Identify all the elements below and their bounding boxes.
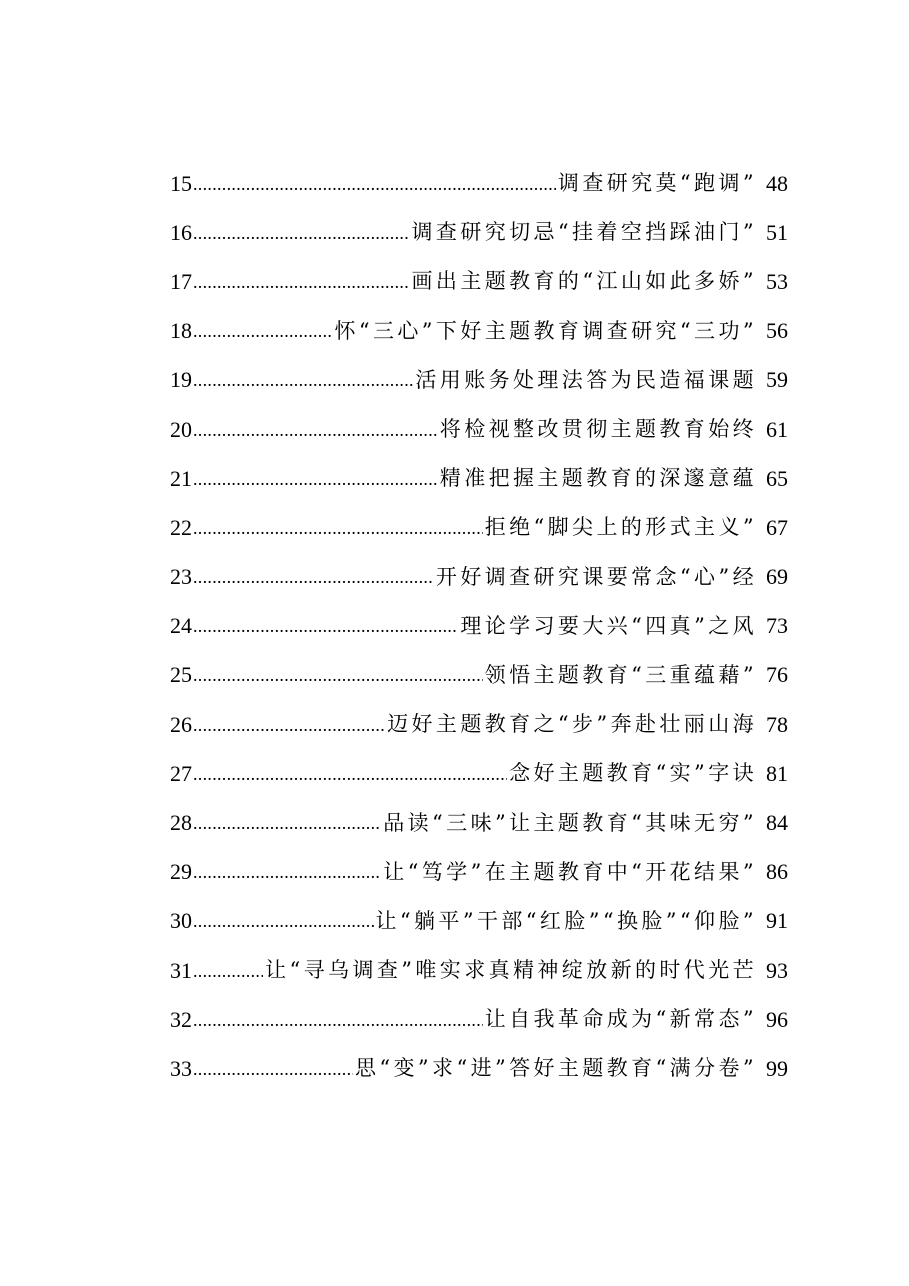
entry-page-number: 93 bbox=[766, 957, 788, 983]
entry-page-number: 86 bbox=[766, 859, 788, 885]
toc-entry[interactable] bbox=[170, 208, 788, 257]
entry-number: 27 bbox=[170, 760, 192, 786]
entry-number: 16 bbox=[170, 219, 192, 245]
entry-page-number: 56 bbox=[766, 318, 788, 344]
entry-title: 念好主题教育“实”字诀 bbox=[509, 761, 757, 786]
entry-number: 17 bbox=[170, 268, 192, 294]
toc-entry[interactable] bbox=[170, 651, 788, 700]
dot-leader bbox=[193, 861, 381, 883]
entry-title: 品读“三味”让主题教育“其味无穷” bbox=[383, 810, 757, 835]
entry-number: 32 bbox=[170, 1006, 192, 1032]
entry-title: 调查研究莫“跑调” bbox=[557, 171, 757, 196]
entry-page-number: 78 bbox=[766, 711, 788, 737]
entry-number: 26 bbox=[170, 711, 192, 737]
entry-number: 23 bbox=[170, 564, 192, 590]
dot-leader bbox=[193, 173, 556, 195]
toc-entry[interactable] bbox=[170, 848, 788, 897]
entry-page-number: 91 bbox=[766, 908, 788, 934]
toc-entry[interactable] bbox=[170, 798, 788, 847]
toc-entry[interactable] bbox=[170, 700, 788, 749]
dot-leader bbox=[193, 910, 374, 932]
dot-leader bbox=[193, 664, 483, 686]
entry-number: 29 bbox=[170, 859, 192, 885]
table-of-contents bbox=[170, 159, 788, 1094]
entry-title: 迈好主题教育之“步”奔赴壮丽山海 bbox=[387, 712, 757, 737]
entry-title: 领悟主题教育“三重蕴藉” bbox=[484, 662, 757, 687]
dot-leader bbox=[193, 812, 381, 834]
dot-leader bbox=[193, 369, 413, 391]
dot-leader bbox=[193, 222, 410, 244]
entry-number: 33 bbox=[170, 1055, 192, 1081]
entry-title: 精准把握主题教育的深邃意蕴 bbox=[439, 466, 757, 491]
toc-entry[interactable] bbox=[170, 159, 788, 208]
entry-page-number: 48 bbox=[766, 170, 788, 196]
entry-title: 思“变”求“进”答好主题教育“满分卷” bbox=[354, 1056, 757, 1081]
entry-page-number: 81 bbox=[766, 760, 788, 786]
toc-entry[interactable] bbox=[170, 356, 788, 405]
entry-title: 怀“三心”下好主题教育调查研究“三功” bbox=[334, 318, 757, 343]
entry-number: 20 bbox=[170, 416, 192, 442]
entry-page-number: 69 bbox=[766, 564, 788, 590]
entry-title: 让“笃学”在主题教育中“开花结果” bbox=[383, 859, 757, 884]
entry-page-number: 59 bbox=[766, 367, 788, 393]
entry-number: 21 bbox=[170, 465, 192, 491]
toc-entry[interactable] bbox=[170, 1044, 788, 1093]
entry-number: 28 bbox=[170, 810, 192, 836]
entry-number: 19 bbox=[170, 367, 192, 393]
entry-title: 理论学习要大兴“四真”之风 bbox=[460, 613, 757, 638]
entry-title: 开好调查研究课要常念“心”经 bbox=[435, 564, 757, 589]
entry-title: 活用账务处理法答为民造福课题 bbox=[415, 367, 757, 392]
toc-entry[interactable] bbox=[170, 995, 788, 1044]
dot-leader bbox=[193, 763, 507, 785]
dot-leader bbox=[193, 517, 483, 539]
entry-title: 调查研究切忌“挂着空挡踩油门” bbox=[411, 220, 757, 245]
toc-entry[interactable] bbox=[170, 946, 788, 995]
entry-page-number: 96 bbox=[766, 1006, 788, 1032]
entry-page-number: 99 bbox=[766, 1055, 788, 1081]
entry-title: 画出主题教育的“江山如此多娇” bbox=[411, 269, 757, 294]
dot-leader bbox=[193, 714, 385, 736]
toc-entry[interactable] bbox=[170, 503, 788, 552]
entry-number: 25 bbox=[170, 662, 192, 688]
toc-entry[interactable] bbox=[170, 602, 788, 651]
dot-leader bbox=[193, 271, 410, 293]
toc-entry[interactable] bbox=[170, 553, 788, 602]
dot-leader bbox=[193, 468, 438, 490]
dot-leader bbox=[193, 615, 458, 637]
dot-leader bbox=[193, 419, 438, 441]
toc-entry[interactable] bbox=[170, 749, 788, 798]
toc-entry[interactable] bbox=[170, 257, 788, 306]
dot-leader bbox=[193, 566, 434, 588]
entry-number: 18 bbox=[170, 318, 192, 344]
entry-number: 30 bbox=[170, 908, 192, 934]
entry-page-number: 73 bbox=[766, 613, 788, 639]
dot-leader bbox=[193, 960, 263, 982]
toc-entry[interactable] bbox=[170, 454, 788, 503]
entry-page-number: 51 bbox=[766, 219, 788, 245]
entry-title: 让“寻乌调查”唯实求真精神绽放新的时代光芒 bbox=[265, 958, 757, 983]
entry-number: 31 bbox=[170, 957, 192, 983]
entry-page-number: 67 bbox=[766, 514, 788, 540]
toc-entry[interactable] bbox=[170, 405, 788, 454]
entry-number: 22 bbox=[170, 514, 192, 540]
entry-page-number: 61 bbox=[766, 416, 788, 442]
entry-title: 让自我革命成为“新常态” bbox=[484, 1007, 757, 1032]
toc-entry[interactable] bbox=[170, 897, 788, 946]
entry-page-number: 84 bbox=[766, 810, 788, 836]
entry-number: 15 bbox=[170, 170, 192, 196]
dot-leader bbox=[193, 1009, 483, 1031]
entry-title: 拒绝“脚尖上的形式主义” bbox=[484, 515, 757, 540]
entry-number: 24 bbox=[170, 613, 192, 639]
dot-leader bbox=[193, 1058, 353, 1080]
entry-page-number: 76 bbox=[766, 662, 788, 688]
toc-entry[interactable] bbox=[170, 307, 788, 356]
entry-title: 让“躺平”干部“红脸”“换脸”“仰脸” bbox=[375, 908, 757, 933]
entry-page-number: 65 bbox=[766, 465, 788, 491]
dot-leader bbox=[193, 320, 332, 342]
entry-title: 将检视整改贯彻主题教育始终 bbox=[439, 417, 757, 442]
entry-page-number: 53 bbox=[766, 268, 788, 294]
